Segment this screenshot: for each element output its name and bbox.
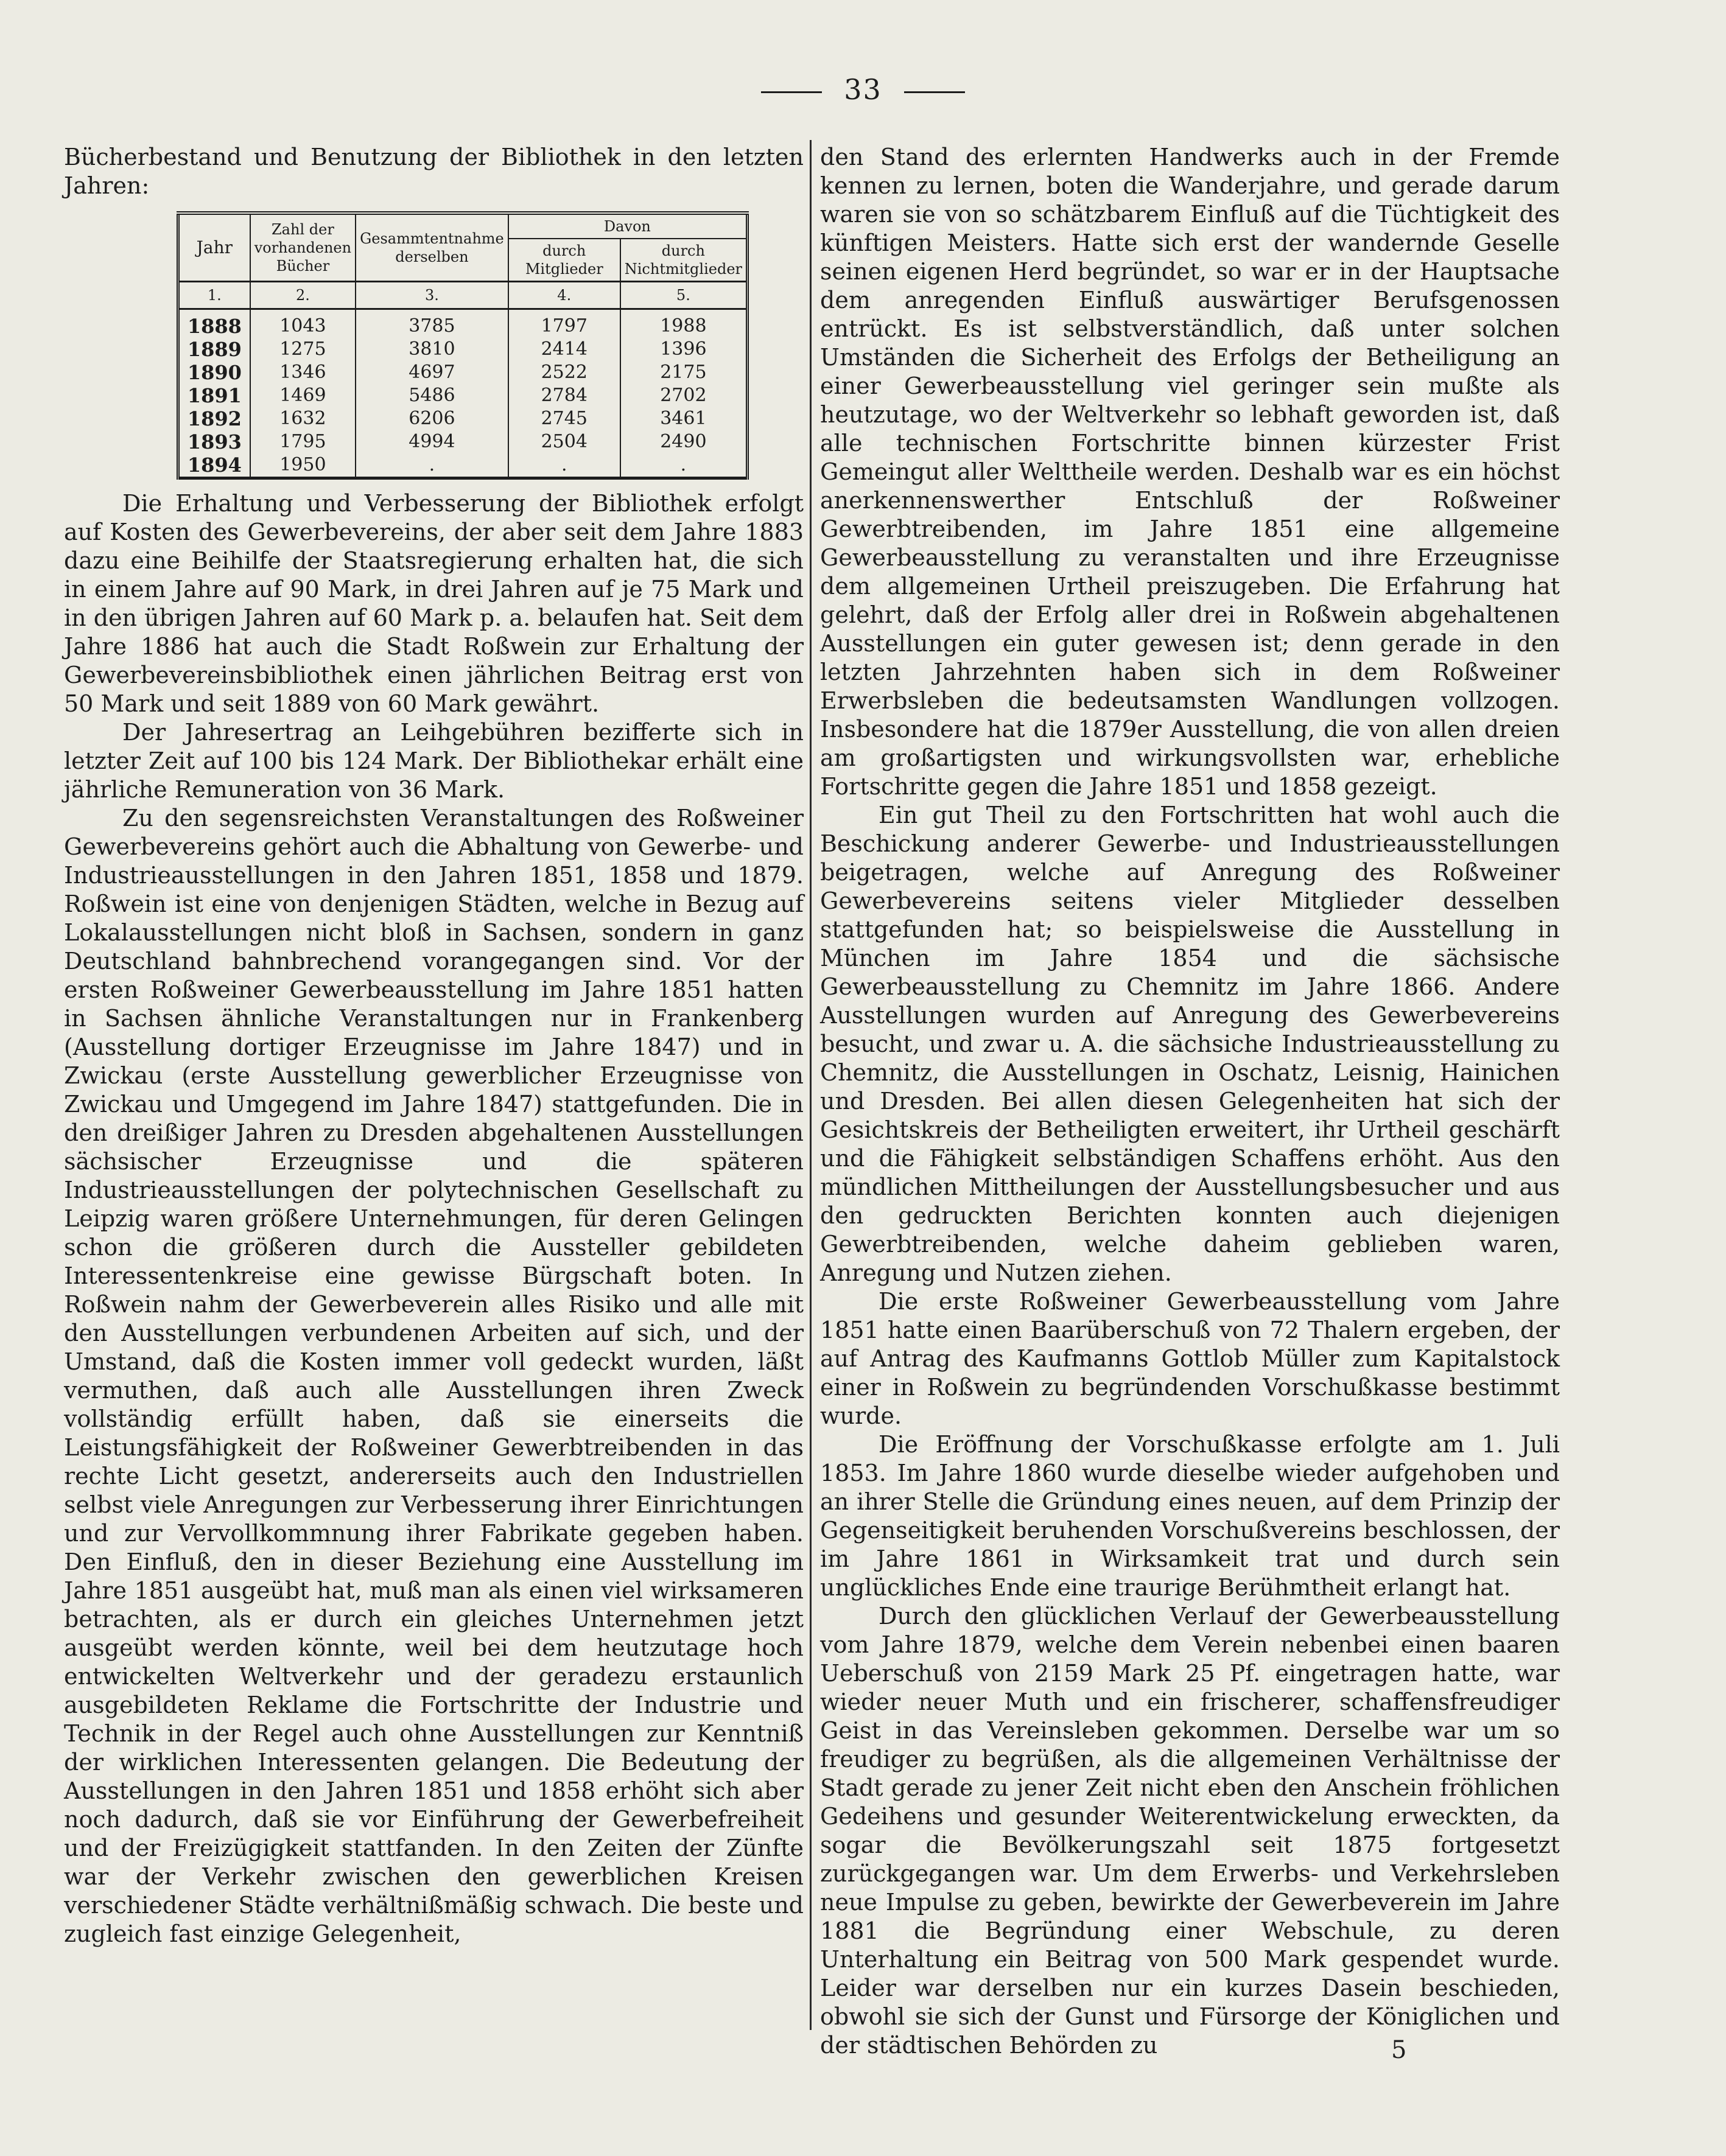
cell-books: 1469 bbox=[250, 384, 356, 407]
cell-nonmembers: . bbox=[620, 453, 748, 478]
paragraph: Durch den glücklichen Verlauf der Gewerbeausstellung vom Jahre 1879, welche dem Verein nebenbei einen baaren Ueberschuß von 2159 Mark 25 Pf. eingetragen hatte, war wieder neuer Muth und ein frischerer, schaffensfreudiger Geist in das Vereinsleben gekommen. Derselbe war um so freudiger zu begrüßen, als die allgemeinen Verhältnisse der Stadt gerade zu jener Zeit nicht eben den Anschein fröhlichen Gedeihens und gesunder Weiterentwickelung erweckten, da sogar die Bevölkerungszahl seit 1875 fortgesetzt zurückgegangen war. Um dem Erwerbs- und Verkehrsleben neue Impulse zu geben, bewirkte der Gewerbeverein im Jahre 1881 die Begründung einer Webschule, zu deren Unterhaltung ein Beitrag von 500 Mark gespendet wurde. Leider war derselben nur ein kurzes Dasein beschieden, obwohl sie sich der Gunst und Fürsorge der Königlichen und der städtischen Behörden zu bbox=[820, 1603, 1560, 2059]
cell-nonmembers: 2490 bbox=[620, 430, 748, 453]
table-row bbox=[178, 430, 748, 453]
cell-members: . bbox=[508, 453, 620, 478]
table-row bbox=[178, 384, 748, 407]
library-statistics-table bbox=[177, 211, 749, 480]
cell-year: 1888 bbox=[187, 315, 242, 338]
header-mitglieder: durch Mitglieder bbox=[508, 239, 620, 282]
table-row bbox=[178, 309, 748, 338]
cell-members: 1797 bbox=[508, 309, 620, 338]
cell-year: 1892 bbox=[187, 407, 242, 430]
cell-members: 2414 bbox=[508, 338, 620, 361]
header-zahl: Zahl der vorhandenen Bücher bbox=[250, 213, 356, 282]
cell-year: 1893 bbox=[187, 430, 242, 453]
paragraph: Ein gut Theil zu den Fortschritten hat wohl auch die Beschickung anderer Gewerbe- und Industrieausstellungen beigetragen, welche auf Anregung des Roßweiner Gewerbevereins seitens vieler Mitglieder desselben stattgefunden hat; so beispielsweise die Ausstellung in München im Jahre 1854 und die sächsische Gewerbeausstellung zu Chemnitz im Jahre 1866. Andere Ausstellungen wurden auf Anregung des Gewerbevereins besucht, und zwar u. A. die sächsiche Industrieausstellung zu Chemnitz, die Ausstellungen in Oschatz, Leisnig, Hainichen und Dresden. Bei allen diesen Gelegenheiten hat sich der Gesichtskreis der Betheiligten erweitert, ihr Urtheil geschärft und die Fähigkeit selbständigen Schaffens erhöht. Aus den mündlichen Mittheilungen der Ausstellungsbesucher und aus den gedruckten Berichten konnten auch diejenigen Gewerbtreibenden, welche daheim geblieben waren, Anregung und Nutzen ziehen. bbox=[820, 802, 1560, 1286]
cell-total: 5486 bbox=[356, 384, 508, 407]
cell-year: 1894 bbox=[187, 453, 242, 477]
cell-nonmembers: 1988 bbox=[620, 309, 748, 338]
cell-members: 2522 bbox=[508, 361, 620, 384]
cell-total: 6206 bbox=[356, 407, 508, 430]
paragraph: den Stand des erlernten Handwerks auch in der Fremde kennen zu lernen, boten die Wanderjahre, und gerade darum waren sie von so schätzbarem Einfluß auf die Tüchtigkeit des künftigen Meisters. Hatte sich erst der wandernde Geselle seinen eigenen Herd begründet, so war er in der Hauptsache dem anregenden Einfluß auswärtiger Berufsgenossen entrückt. Es ist selbstverständlich, daß unter solchen Umständen die Sicherheit des Erfolgs der Betheiligung an einer Gewerbeausstellung viel geringer sein mußte als heutzutage, wo der Weltverkehr so lebhaft geworden ist, daß alle technischen Fortschritte binnen kürzester Frist Gemeingut aller Welttheile werden. Deshalb war es ein höchst anerkennenswerther Entschluß der Roßweiner Gewerbtreibenden, im Jahre 1851 eine allgemeine Gewerbeausstellung zu veranstalten und ihre Erzeugnisse dem allgemeinen Urtheil preiszugeben. Die Erfahrung hat gelehrt, daß der Erfolg aller drei in Roßwein abgehaltenen Ausstellungen ein guter gewesen ist; denn gerade in den letzten Jahrzehnten haben sich in dem Roßweiner Erwerbsleben die bedeutsamsten Wandlungen vollzogen. Insbesondere hat die 1879er Ausstellung, die von allen dreien am großartigsten und wirkungsvollsten war, erhebliche Fortschritte gegen die Jahre 1851 und 1858 gezeigt. bbox=[820, 144, 1560, 800]
header-nichtmitglieder: durch Nichtmitglieder bbox=[620, 239, 748, 282]
table-row bbox=[178, 338, 748, 361]
rule-right bbox=[904, 91, 965, 93]
cell-members: 2784 bbox=[508, 384, 620, 407]
paragraph: Zu den segensreichsten Veranstaltungen des Roßweiner Gewerbevereins gehört auch die Abhaltung von Gewerbe- und Industrieausstellungen in den Jahren 1851, 1858 und 1879. Roßwein ist eine von denjenigen Städten, welche in Bezug auf Lokalausstellungen nicht bloß in Sachsen, sondern in ganz Deutschland bahnbrechend vorangegangen sind. Vor der ersten Roßweiner Gewerbeausstellung im Jahre 1851 hatten in Sachsen ähnliche Veranstaltungen nur in Frankenberg (Ausstellung dortiger Erzeugnisse im Jahre 1847) und in Zwickau (erste Ausstellung gewerblicher Erzeugnisse von Zwickau und Umgegend im Jahre 1847) stattgefunden. Die in den dreißiger Jahren zu Dresden abgehaltenen Ausstellungen sächsischer Erzeugnisse und die späteren Industrieausstellungen der polytechnischen Gesellschaft zu Leipzig waren größere Unternehmungen, für deren Gelingen schon die größeren durch die Aussteller gebildeten Interessentenkreise eine gewisse Bürgschaft boten. In Roßwein nahm der Gewerbeverein alles Risiko und alle mit den Ausstellungen verbundenen Arbeiten auf sich, und der Umstand, daß die Kosten immer voll gedeckt wurden, läßt vermuthen, daß auch alle Ausstellungen ihren Zweck vollständig erfüllt haben, daß sie einerseits die Leistungsfähigkeit der Roßweiner Gewerbtreibenden in das rechte Licht gesetzt, andererseits auch den Industriellen selbst viele Anregungen zur Verbesserung ihrer Einrichtungen und zur Vervollkommnung ihrer Fabrikate gegeben haben. Den Einfluß, den in dieser Beziehung eine Ausstellung im Jahre 1851 ausgeübt hat, muß man als einen viel wirksameren betrachten, als er durch ein gleiches Unternehmen jetzt ausgeübt werden könnte, weil bei dem heutzutage hoch entwickelten Weltverkehr und der geradezu erstaunlich ausgebildeten Reklame die Fortschritte der Industrie und Technik in der Regel auch ohne Ausstellungen zur Kenntniß der wirklichen Interessenten gelangen. Die Bedeutung der Ausstellungen in den Jahren 1851 und 1858 erhöht sich aber noch dadurch, daß sie vor Einführung der Gewerbefreiheit und der Freizügigkeit stattfanden. In den Zeiten der Zünfte war der Verkehr zwischen den gewerblichen Kreisen verschiedener Städte verhältnißmäßig schwach. Die beste und zugleich fast einzige Gelegenheit, bbox=[64, 805, 804, 1947]
cell-year: 1891 bbox=[187, 384, 242, 407]
cell-books: 1346 bbox=[250, 361, 356, 384]
paragraph: Die Erhaltung und Verbesserung der Bibliothek erfolgt auf Kosten des Gewerbevereins, der aber seit dem Jahre 1883 dazu eine Beihilfe der Staatsregierung erhalten hat, die sich in einem Jahre auf 90 Mark, in drei Jahren auf je 75 Mark und in den übrigen Jahren auf 60 Mark p. a. belaufen hat. Seit dem Jahre 1886 hat auch die Stadt Roßwein zur Erhaltung der Gewerbevereinsbibliothek einen jährlichen Beitrag erst von 50 Mark und seit 1889 von 60 Mark gewährt. bbox=[64, 490, 804, 717]
right-column bbox=[820, 143, 1560, 2060]
header-davon: Davon bbox=[508, 213, 748, 239]
cell-total: 4697 bbox=[356, 361, 508, 384]
cell-total: 3810 bbox=[356, 338, 508, 361]
cell-nonmembers: 2702 bbox=[620, 384, 748, 407]
table-row bbox=[178, 361, 748, 384]
cell-books: 1795 bbox=[250, 430, 356, 453]
header-gesammt: Gesammtentnahme derselben bbox=[356, 213, 508, 282]
column-divider bbox=[810, 140, 812, 2030]
table-row bbox=[178, 453, 748, 478]
cell-year: 1890 bbox=[187, 361, 242, 384]
cell-nonmembers: 1396 bbox=[620, 338, 748, 361]
column-numbers-row bbox=[178, 282, 748, 309]
page-number-text: 33 bbox=[844, 73, 882, 106]
paragraph: Die Eröffnung der Vorschußkasse erfolgte am 1. Juli 1853. Im Jahre 1860 wurde dieselbe wieder aufgehoben und an ihrer Stelle die Gründung eines neuen, auf dem Prinzip der Gegenseitigkeit beruhenden Vorschußvereins beschlossen, der im Jahre 1861 in Wirksamkeit trat und durch sein unglückliches Ende eine traurige Berühmtheit erlangt hat. bbox=[820, 1431, 1560, 1601]
col-number: 4. bbox=[508, 282, 620, 309]
cell-nonmembers: 3461 bbox=[620, 407, 748, 430]
table-row bbox=[178, 407, 748, 430]
table-intro: Bücherbestand und Benutzung der Bibliothek in den letzten Jahren: bbox=[64, 144, 804, 199]
cell-total: 3785 bbox=[356, 309, 508, 338]
cell-year: 1889 bbox=[187, 338, 242, 361]
cell-books: 1275 bbox=[250, 338, 356, 361]
cell-books: 1043 bbox=[250, 309, 356, 338]
page-number bbox=[0, 73, 1726, 106]
col-number: 5. bbox=[620, 282, 748, 309]
cell-members: 2745 bbox=[508, 407, 620, 430]
library-table-wrapper bbox=[177, 211, 749, 480]
rule-left bbox=[761, 91, 822, 93]
paragraph: Die erste Roßweiner Gewerbeausstellung vom Jahre 1851 hatte einen Baarüberschuß von 72 Thalern ergeben, der auf Antrag des Kaufmanns Gottlob Müller zum Kapitalstock einer in Roßwein zu begründenden Vorschußkasse bestimmt wurde. bbox=[820, 1288, 1560, 1429]
paragraph: Der Jahresertrag an Leihgebühren bezifferte sich in letzter Zeit auf 100 bis 124 Mark. Der Bibliothekar erhält eine jährliche Remuneration von 36 Mark. bbox=[64, 719, 804, 803]
col-number: 3. bbox=[356, 282, 508, 309]
col-number: 2. bbox=[250, 282, 356, 309]
cell-books: 1950 bbox=[250, 453, 356, 478]
cell-total: 4994 bbox=[356, 430, 508, 453]
col-number: 1. bbox=[178, 282, 250, 309]
cell-members: 2504 bbox=[508, 430, 620, 453]
cell-total: . bbox=[356, 453, 508, 478]
cell-nonmembers: 2175 bbox=[620, 361, 748, 384]
cell-books: 1632 bbox=[250, 407, 356, 430]
signature-mark: 5 bbox=[1391, 2036, 1407, 2064]
header-jahr: Jahr bbox=[196, 237, 233, 257]
left-column bbox=[64, 143, 804, 1948]
